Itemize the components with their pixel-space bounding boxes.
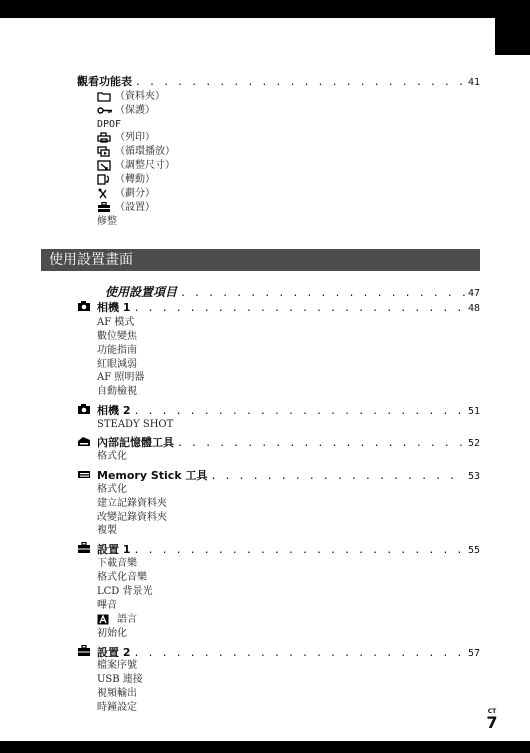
rotate-icon <box>97 174 111 185</box>
list-item[interactable] <box>97 418 173 431</box>
list-item-label: 功能指南 <box>97 345 137 356</box>
leader-dots <box>133 406 464 417</box>
language-code: CT <box>487 708 497 715</box>
toc-entry-setup-2[interactable] <box>77 644 480 658</box>
list-item-label: 嗶音 <box>97 600 117 611</box>
sub-item-label: （調整尺寸） <box>115 160 175 171</box>
sub-item-label: （保護） <box>115 105 155 116</box>
list-item[interactable] <box>97 599 117 612</box>
entry-page: 57 <box>467 648 480 659</box>
leader-dots <box>133 545 464 556</box>
sub-item-label: 修整 <box>97 216 117 227</box>
toc-entry-internal-memory[interactable] <box>77 434 480 448</box>
list-item-label: 格式化 <box>97 451 127 462</box>
list-item[interactable] <box>97 524 117 537</box>
sub-item-protect[interactable] <box>97 104 155 117</box>
list-item-label: 複製 <box>97 525 117 536</box>
entry-title: 內部記憶體工具 <box>97 436 174 449</box>
internal-memory-icon <box>77 435 91 447</box>
sub-item-label: （劃分） <box>115 188 155 199</box>
resize-icon <box>97 160 111 171</box>
memory-stick-icon <box>77 468 91 480</box>
list-item-label: LCD 背景光 <box>97 586 153 597</box>
list-item-label: STEADY SHOT <box>97 419 174 430</box>
list-item[interactable] <box>97 385 137 398</box>
toolbox-icon <box>77 645 91 657</box>
toc-entry-camera-1[interactable] <box>77 299 480 313</box>
list-item-label: 檔案序號 <box>97 660 137 671</box>
entry-title: 使用設置項目 <box>105 285 178 299</box>
key-icon <box>97 105 111 116</box>
entry-page: 47 <box>467 288 480 299</box>
list-item-label: 改變記錄資料夾 <box>97 512 167 523</box>
list-item[interactable] <box>97 344 137 357</box>
list-item[interactable] <box>97 371 144 384</box>
list-item[interactable] <box>97 450 127 463</box>
list-item-label: AF 模式 <box>97 317 135 328</box>
list-item-label: 自動檢視 <box>97 386 137 397</box>
entry-title: 相機 1 <box>97 301 131 314</box>
entry-page: 48 <box>467 303 480 314</box>
entry-title: 設置 1 <box>97 543 131 556</box>
leader-dots <box>177 438 465 449</box>
sub-item-label: （資料夾） <box>115 91 165 102</box>
sub-item-trim[interactable] <box>97 215 117 228</box>
list-item[interactable] <box>97 316 134 329</box>
sub-item-setup[interactable] <box>97 201 155 214</box>
list-item[interactable] <box>97 330 137 343</box>
bottom-black-bar <box>0 741 530 753</box>
list-item[interactable] <box>97 701 137 714</box>
list-item-label: 格式化 <box>97 484 127 495</box>
entry-title: Memory Stick 工具 <box>97 469 208 482</box>
list-item[interactable] <box>97 557 137 570</box>
page-number-value: 7 <box>486 713 498 732</box>
entry-page: 52 <box>467 438 480 449</box>
sub-item-label: DPOF <box>97 119 122 130</box>
toc-entry-using-setup[interactable] <box>105 283 480 298</box>
toc-entry-memory-stick[interactable] <box>77 467 480 481</box>
toc-entry-viewing-menu[interactable] <box>77 73 480 87</box>
list-item[interactable] <box>97 687 137 700</box>
list-item-label: 紅眼減弱 <box>97 359 137 370</box>
print-icon <box>97 132 111 143</box>
list-item[interactable] <box>97 511 167 524</box>
entry-title: 觀看功能表 <box>77 75 132 88</box>
camera-icon <box>77 403 91 415</box>
list-item-label: 數位變焦 <box>97 331 137 342</box>
sub-item-divide[interactable] <box>97 187 155 200</box>
list-item-language[interactable] <box>97 613 137 626</box>
divide-icon <box>97 188 111 199</box>
toolbox-icon <box>97 202 111 213</box>
leader-dots <box>133 648 464 659</box>
section-header: 使用設置畫面 <box>41 249 480 271</box>
sub-item-label: （設置） <box>115 202 155 213</box>
list-item[interactable] <box>97 358 137 371</box>
slideshow-icon <box>97 146 111 157</box>
entry-title: 設置 2 <box>97 646 131 659</box>
list-item[interactable] <box>97 627 127 640</box>
list-item[interactable] <box>97 483 127 496</box>
sub-item-print[interactable] <box>97 131 155 144</box>
list-item-label: 格式化音樂 <box>97 572 147 583</box>
entry-page: 55 <box>467 545 480 556</box>
list-item-label: 視頻輸出 <box>97 688 137 699</box>
toolbox-icon <box>77 542 91 554</box>
toc-entry-setup-1[interactable] <box>77 541 480 555</box>
entry-page: 41 <box>467 77 480 88</box>
side-tab-marker <box>495 18 530 55</box>
list-item-label: USB 連接 <box>97 674 143 685</box>
sub-item-label: （轉動） <box>115 174 155 185</box>
sub-item-label: （循環播放） <box>115 146 175 157</box>
camera-icon <box>77 300 91 312</box>
sub-item-slideshow[interactable] <box>97 145 175 158</box>
list-item-label: 語言 <box>117 614 137 625</box>
list-item[interactable] <box>97 497 167 510</box>
sub-item-rotate[interactable] <box>97 173 155 186</box>
leader-dots <box>135 77 465 88</box>
list-item-label: 時鐘設定 <box>97 702 137 713</box>
list-item[interactable] <box>97 585 153 598</box>
leader-dots <box>180 288 465 299</box>
sub-item-dpof[interactable] <box>97 118 121 131</box>
list-item[interactable] <box>97 571 147 584</box>
list-item[interactable] <box>97 659 137 672</box>
list-item-label: AF 照明器 <box>97 372 145 383</box>
entry-page: 53 <box>467 471 480 482</box>
sub-item-folder[interactable] <box>97 90 165 103</box>
list-item-label: 下載音樂 <box>97 558 137 569</box>
leader-dots <box>133 303 464 314</box>
leader-dots <box>210 471 464 482</box>
sub-item-resize[interactable] <box>97 159 175 172</box>
sub-item-label: （列印） <box>115 132 155 143</box>
list-item[interactable] <box>97 673 143 686</box>
top-black-bar <box>0 0 530 18</box>
page-number <box>485 708 499 731</box>
entry-page: 51 <box>467 406 480 417</box>
list-item-label: 建立記錄資料夾 <box>97 498 167 509</box>
entry-title: 相機 2 <box>97 404 131 417</box>
folder-icon <box>97 91 111 102</box>
toc-entry-camera-2[interactable] <box>77 402 480 416</box>
list-item-label: 初始化 <box>97 628 127 639</box>
language-icon <box>97 614 109 625</box>
